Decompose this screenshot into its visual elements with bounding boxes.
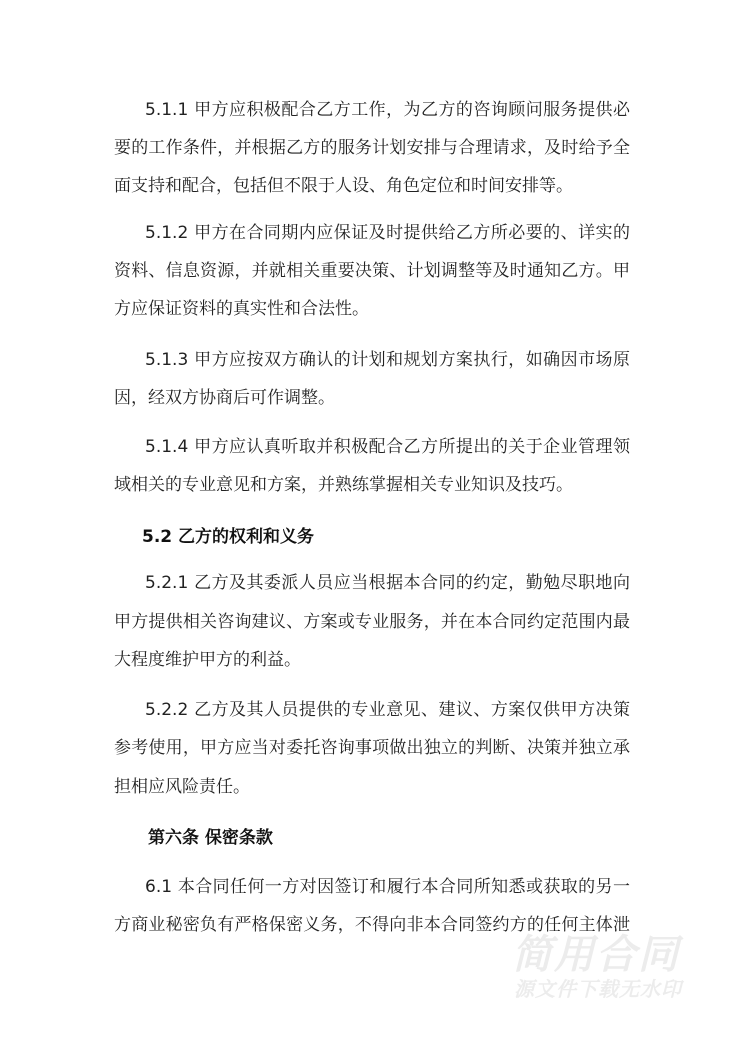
text-line: 域相关的专业意见和方案，并熟练掌握相关专业知识及技巧。 — [114, 475, 573, 495]
article-heading-6: 第六条 保密条款 — [148, 828, 273, 848]
text-line: 5.2.2 乙方及其人员提供的专业意见、建议、方案仅供甲方决策 — [145, 700, 630, 720]
text-line: 5.1.1 甲方应积极配合乙方工作，为乙方的咨询顾问服务提供必 — [145, 100, 630, 120]
text-line: 5.2.1 乙方及其委派人员应当根据本合同的约定，勤勉尽职地向 — [145, 573, 630, 593]
text-line: 因，经双方协商后可作调整。 — [114, 388, 335, 408]
text-line: 5.1.2 甲方在合同期内应保证及时提供给乙方所必要的、详实的 — [145, 223, 630, 243]
section-heading-5-2: 5.2 乙方的权利和义务 — [142, 527, 315, 547]
text-line: 6.1 本合同任何一方对因签订和履行本合同所知悉或获取的另一 — [145, 877, 630, 897]
text-line: 方应保证资料的真实性和合法性。 — [114, 299, 369, 319]
text-line: 参考使用，甲方应当对委托咨询事项做出独立的判断、决策并独立承 — [114, 738, 630, 758]
text-line: 资料、信息资源，并就相关重要决策、计划调整等及时通知乙方。甲 — [114, 261, 630, 281]
text-line: 要的工作条件，并根据乙方的服务计划安排与合理请求，及时给予全 — [114, 138, 630, 158]
text-line: 担相应风险责任。 — [114, 777, 250, 797]
text-line: 大程度维护甲方的利益。 — [114, 650, 301, 670]
text-line: 面支持和配合，包括但不限于人设、角色定位和时间安排等。 — [114, 176, 573, 196]
text-line: 5.1.3 甲方应按双方确认的计划和规划方案执行，如确因市场原 — [145, 350, 630, 370]
watermark-tagline: 源文件下载无水印 — [514, 977, 682, 1001]
text-line: 方商业秘密负有严格保密义务，不得向非本合同签约方的任何主体泄 — [114, 915, 630, 935]
watermark-brand: 简用合同 — [512, 932, 680, 978]
text-line: 甲方提供相关咨询建议、方案或专业服务，并在本合同约定范围内最 — [114, 612, 630, 632]
text-line: 5.1.4 甲方应认真听取并积极配合乙方所提出的关于企业管理领 — [145, 437, 630, 457]
